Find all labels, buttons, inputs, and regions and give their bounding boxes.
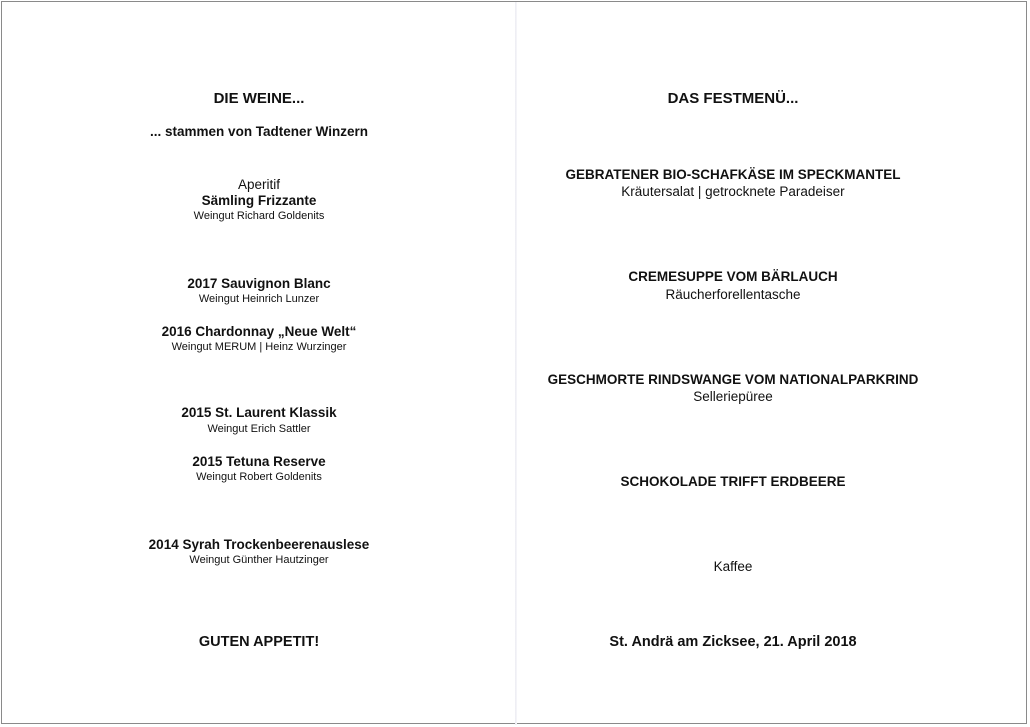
wine-name: Sämling Frizzante [201,193,317,208]
course-title: CREMESUPPE VOM BÄRLAUCH [628,269,838,284]
wine-winery: Weingut MERUM | Heinz Wurzinger [171,341,347,353]
wine-name: 2014 Syrah Trockenbeerenauslese [148,537,370,552]
course-title: SCHOKOLADE TRIFFT ERDBEERE [620,474,846,489]
course-subtitle: Selleriepüree [693,389,773,404]
wine-winery: Weingut Erich Sattler [207,423,311,435]
course-subtitle: Kräutersalat | getrocknete Paradeiser [621,184,845,199]
course-subtitle: Räucherforellentasche [665,287,801,302]
closing-greeting: GUTEN APPETIT! [198,634,320,650]
course-title: GESCHMORTE RINDSWANGE VOM NATIONALPARKRIND [547,372,919,387]
wine-name: 2015 Tetuna Reserve [192,454,326,469]
wine-name: 2016 Chardonnay „Neue Welt“ [161,324,357,339]
aperitif-label: Aperitif [237,177,281,192]
course-title: GEBRATENER BIO-SCHAFKÄSE IM SPECKMANTEL [565,167,901,182]
menu-heading: DAS FESTMENÜ... [667,90,799,107]
festive-menu-page [476,2,990,725]
wine-name: 2015 St. Laurent Klassik [181,405,337,420]
wine-winery: Weingut Günther Hautzinger [189,554,329,566]
place-date: St. Andrä am Zicksee, 21. April 2018 [609,634,857,650]
coffee: Kaffee [713,559,753,574]
wine-winery: Weingut Robert Goldenits [196,471,322,483]
wine-page [2,2,516,725]
menu-card [1,1,1027,724]
wine-winery: Weingut Heinrich Lunzer [198,293,320,305]
wine-heading: DIE WEINE... [213,90,305,107]
wine-name: 2017 Sauvignon Blanc [187,276,331,291]
wine-winery: Weingut Richard Goldenits [193,210,325,222]
wine-intro: ... stammen von Tadtener Winzern [150,124,368,139]
